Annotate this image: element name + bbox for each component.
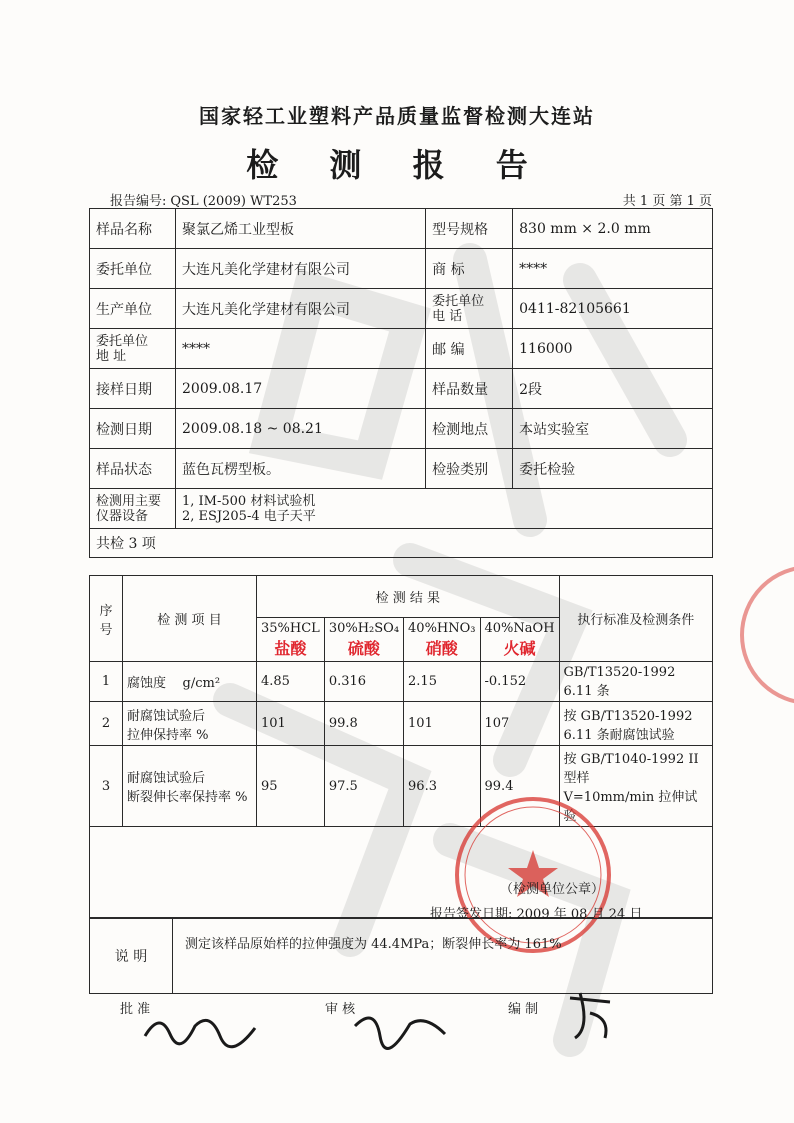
compiler-signature-icon [560,988,620,1043]
sample-info-table [89,208,713,558]
model-label: 型号规格 [426,209,513,249]
model-value: 830 mm × 2.0 mm [513,209,713,249]
organization-title: 国家轻工业塑料产品质量监督检测大连站 [199,104,595,128]
col-item-header: 检 测 项 目 [123,576,257,662]
sample-state-label: 样品状态 [90,449,176,489]
chem-col-3: 40%NaOH 火碱 [480,618,559,662]
result-row: 2 耐腐蚀试验后 拉伸保持率 % 101 99.8 101 107 按 GB/T13520-1992 6.11 条耐腐蚀试验 [90,702,713,746]
equipment-value: 1, IM-500 材料试验机 2, ESJ205-4 电子天平 [176,489,713,529]
test-date-value: 2009.08.18 ~ 08.21 [176,409,426,449]
sample-name-value: 聚氯乙烯工业型板 [176,209,426,249]
report-number: 报告编号: QSL (2009) WT253 [110,194,297,209]
trademark-value: **** [513,249,713,289]
review-label: 审 核 [325,1002,356,1017]
edge-seal-icon [735,560,794,710]
sample-qty-value: 2段 [513,369,713,409]
test-type-value: 委托检验 [513,449,713,489]
approver-signature-icon [140,1006,260,1051]
postal-value: 116000 [513,329,713,369]
col-standard-header: 执行标准及检测条件 [559,576,712,662]
signature-row [110,996,710,1056]
client-address-label: 委托单位 地 址 [90,329,176,369]
approve-label: 批 准 [120,1002,151,1017]
receive-date-label: 接样日期 [90,369,176,409]
note-section [89,918,713,994]
test-location-label: 检测地点 [426,409,513,449]
result-row: 3 耐腐蚀试验后 断裂伸长率保持率 % 95 97.5 96.3 99.4 按 GB/T1040-1992 II 型样 V=10mm/min 拉伸试验 [90,746,713,827]
producer-value: 大连凡美化学建材有限公司 [176,289,426,329]
note-text: 测定该样品原始样的拉伸强度为 44.4MPa；断裂伸长率为 161% [185,937,562,952]
client-label: 委托单位 [90,249,176,289]
col-seq-header: 序号 [90,576,123,662]
client-phone-label: 委托单位 电 话 [426,289,513,329]
equipment-label: 检测用主要 仪器设备 [90,489,176,529]
producer-label: 生产单位 [90,289,176,329]
col-results-header: 检 测 结 果 [257,576,560,618]
compile-label: 编 制 [508,1002,539,1017]
seal-area [89,792,713,918]
chem-col-0: 35%HCL 盐酸 [257,618,325,662]
client-address-value: **** [176,329,426,369]
note-label: 说 明 [90,919,173,993]
trademark-label: 商 标 [426,249,513,289]
test-location-value: 本站实验室 [513,409,713,449]
client-value: 大连凡美化学建材有限公司 [176,249,426,289]
sample-qty-label: 样品数量 [426,369,513,409]
client-phone-value: 0411-82105661 [513,289,713,329]
total-items: 共检 3 项 [90,529,713,558]
page-count: 共 1 页 第 1 页 [622,194,712,209]
result-row: 1 腐蚀度 g/cm² 4.85 0.316 2.15 -0.152 GB/T13520-1992 6.11 条 [90,662,713,702]
test-type-label: 检验类别 [426,449,513,489]
results-table [89,575,713,827]
issue-date: 报告签发日期: 2009 年 08 月 24 日 [430,907,643,922]
receive-date-value: 2009.08.17 [176,369,426,409]
reviewer-signature-icon [350,1006,450,1051]
seal-note: （检测单位公章） [500,882,605,897]
chem-col-2: 40%HNO₃ 硝酸 [404,618,480,662]
sample-name-label: 样品名称 [90,209,176,249]
postal-label: 邮 编 [426,329,513,369]
chem-col-1: 30%H₂SO₄ 硫酸 [324,618,403,662]
document-title: 检 测 报 告 [246,146,548,184]
sample-state-value: 蓝色瓦楞型板。 [176,449,426,489]
test-date-label: 检测日期 [90,409,176,449]
